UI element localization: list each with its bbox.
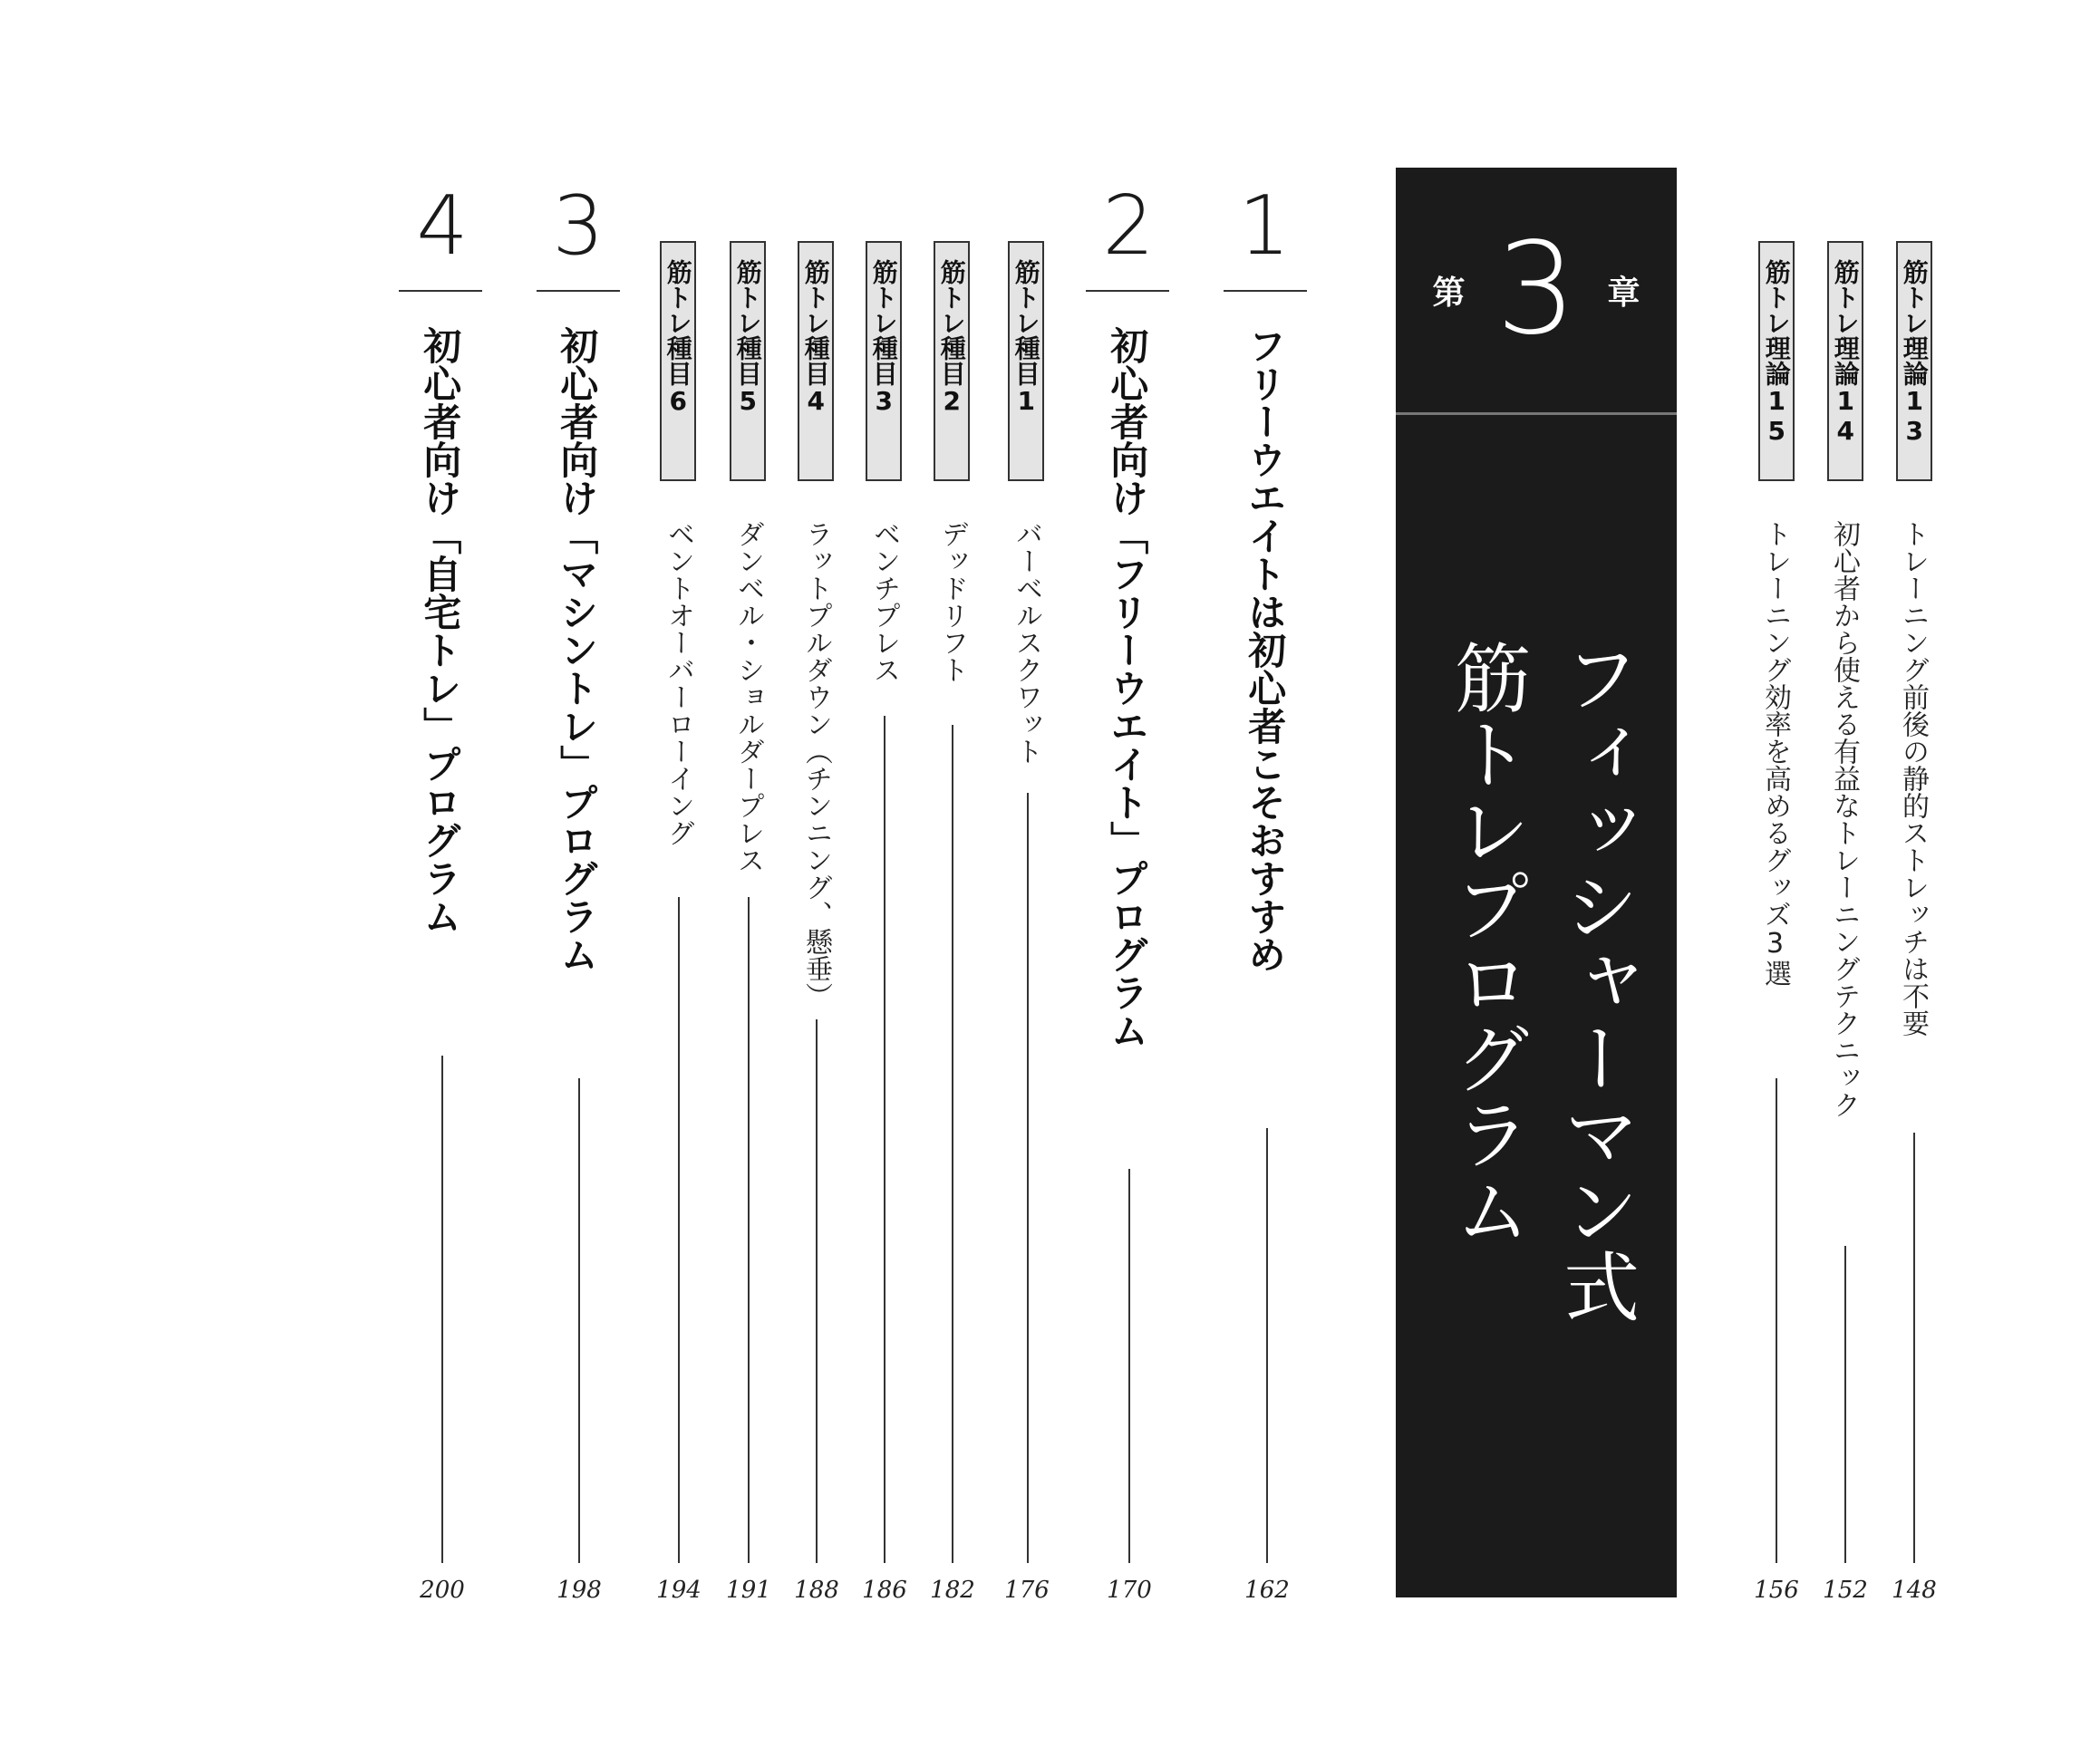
exercise-title-3[interactable]: ベンチプレス (868, 520, 900, 683)
theory-tag-14: 筋トレ理論14 (1827, 241, 1863, 481)
leader-line (1027, 793, 1029, 1563)
section-number-1: 1 (1238, 179, 1291, 274)
section-rule (1224, 290, 1307, 292)
section-rule (399, 290, 482, 292)
section-title-2[interactable]: 初心者向け「フリーウエイト」プログラム (1105, 326, 1150, 1049)
leader-line (1913, 1133, 1915, 1563)
theory-tag-13: 筋トレ理論13 (1896, 241, 1932, 481)
page-number: 152 (1823, 1577, 1868, 1604)
leader-line (1128, 1169, 1130, 1563)
exercise-tag-1: 筋トレ種目1 (1008, 241, 1044, 481)
theory-title-14[interactable]: 初心者から使える有益なトレーニングテクニック (1828, 520, 1860, 1118)
chapter-title-line2: 筋トレプログラム (1442, 639, 1532, 1248)
chapter-heading (1396, 168, 1677, 412)
theory-title-15[interactable]: トレーニング効率を高めるグッズ3選 (1759, 520, 1791, 987)
leader-line (1776, 1078, 1777, 1563)
leader-line (441, 1056, 443, 1563)
chapter-panel (1396, 168, 1677, 1597)
exercise-tag-3: 筋トレ種目3 (866, 241, 902, 481)
theory-tag-15: 筋トレ理論15 (1758, 241, 1795, 481)
page-number: 148 (1892, 1577, 1937, 1604)
exercise-title-1[interactable]: バーベルスクワット (1011, 520, 1042, 765)
exercise-tag-5: 筋トレ種目5 (730, 241, 766, 481)
page-number: 176 (1004, 1577, 1050, 1604)
section-rule (537, 290, 620, 292)
section-number-3: 3 (552, 179, 605, 274)
leader-line (884, 716, 885, 1563)
page-number: 198 (556, 1577, 602, 1604)
page-number: 200 (420, 1577, 465, 1604)
chapter-title-line1: フィッシャーマン式 (1551, 639, 1640, 1324)
exercise-tag-2: 筋トレ種目2 (934, 241, 970, 481)
chapter-suffix: 章 (1607, 274, 1640, 312)
leader-line (952, 725, 953, 1563)
exercise-title-2[interactable]: デッドリフト (936, 520, 968, 683)
section-rule (1086, 290, 1169, 292)
leader-line (816, 1019, 818, 1563)
page-number: 182 (930, 1577, 975, 1604)
chapter-prefix: 第 (1432, 274, 1466, 312)
section-title-3[interactable]: 初心者向け「マシントレ」プログラム (555, 326, 600, 973)
exercise-title-4[interactable]: ラットプルダウン（チンニング、懸垂） (800, 520, 832, 1009)
leader-line (578, 1078, 580, 1563)
page-number: 186 (862, 1577, 907, 1604)
page-number: 194 (656, 1577, 702, 1604)
chapter-number: 3 (1495, 216, 1577, 363)
section-title-1[interactable]: フリーウエイトは初心者こそおすすめ (1243, 326, 1288, 973)
leader-line (1844, 1246, 1846, 1563)
section-title-4[interactable]: 初心者向け「自宅トレ」プログラム (418, 326, 463, 935)
page-number: 170 (1107, 1577, 1152, 1604)
page-number: 191 (726, 1577, 771, 1604)
leader-line (748, 897, 750, 1563)
leader-line (678, 897, 680, 1563)
page-number: 188 (794, 1577, 839, 1604)
exercise-title-5[interactable]: ダンベル・ショルダープレス (732, 520, 764, 873)
page-number: 162 (1244, 1577, 1290, 1604)
section-number-2: 2 (1102, 179, 1155, 274)
leader-line (1266, 1128, 1268, 1563)
page-number: 156 (1754, 1577, 1799, 1604)
exercise-tag-4: 筋トレ種目4 (798, 241, 834, 481)
theory-title-13[interactable]: トレーニング前後の静的ストレッチは不要 (1897, 520, 1929, 1037)
exercise-title-6[interactable]: ベントオーバーローイング (663, 520, 694, 846)
chapter-divider (1396, 412, 1677, 415)
section-number-4: 4 (416, 179, 469, 274)
exercise-tag-6: 筋トレ種目6 (660, 241, 696, 481)
